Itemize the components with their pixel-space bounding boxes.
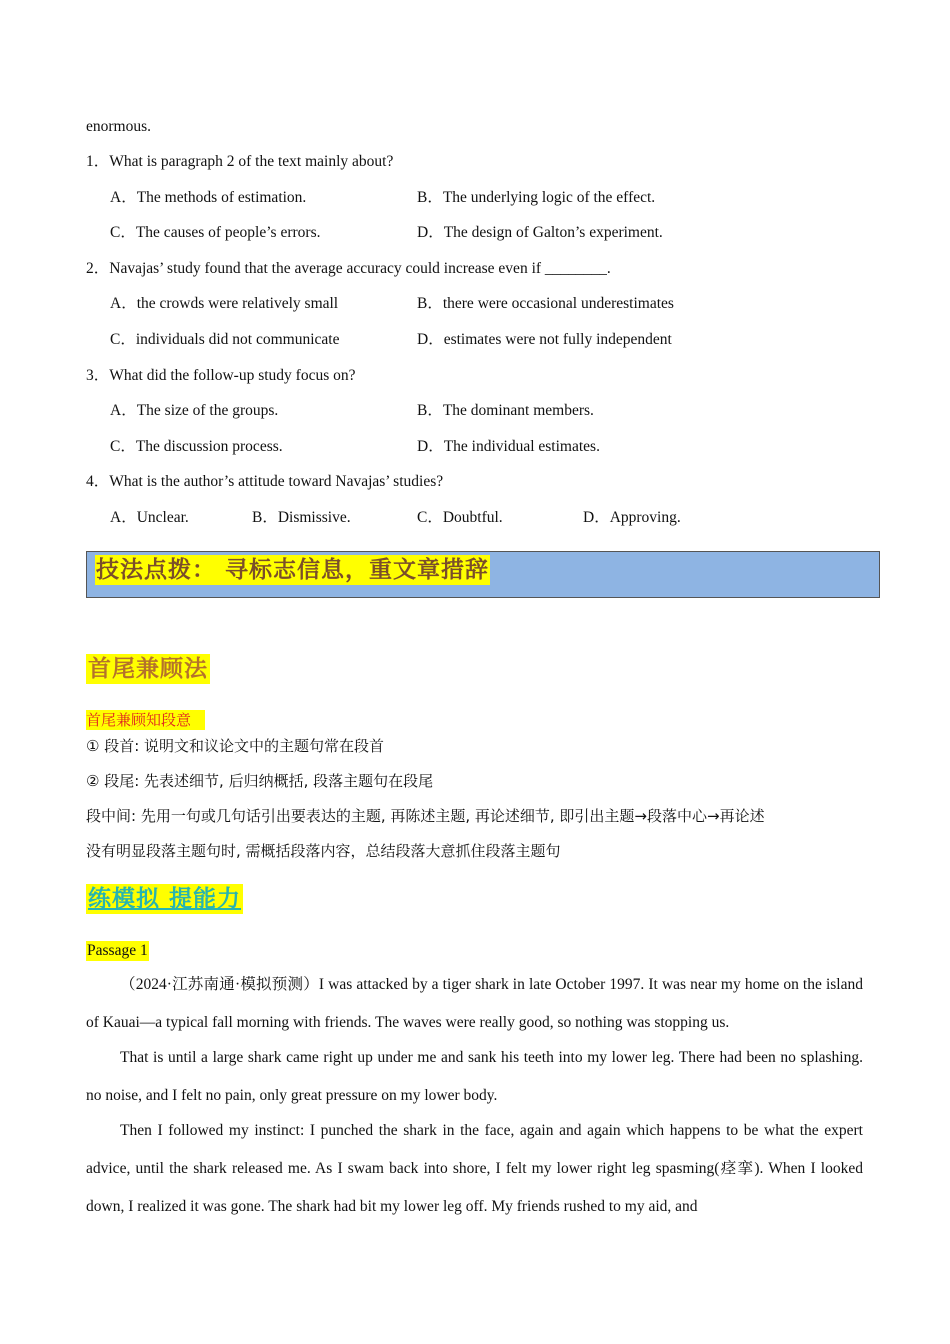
question-3-option-d: D．The individual estimates. bbox=[417, 438, 600, 455]
question-2-option-c: C．individuals did not communicate bbox=[110, 331, 340, 348]
question-2-option-b: B．there were occasional underestimates bbox=[417, 295, 674, 312]
passage-paragraph-1: （2024·江苏南通·模拟预测）I was attacked by a tiger shark in late October 1997. It was near my home on the island of Kauai—a typical fall morning with friends. The waves were really good, so nothing was stopping us. bbox=[86, 976, 863, 1031]
question-1-option-c: C．The causes of people’s errors. bbox=[110, 224, 321, 241]
question-4-stem: 4．What is the author’s attitude toward Navajas’ studies? bbox=[86, 473, 444, 490]
method-subheading: 首尾兼顾知段意 bbox=[86, 710, 205, 730]
question-2-option-d: D．estimates were not fully independent bbox=[417, 331, 672, 348]
question-3-option-a: A．The size of the groups. bbox=[110, 402, 279, 419]
question-1-option-a: A．The methods of estimation. bbox=[110, 189, 307, 206]
technique-banner-title: 技法点拨： 寻标志信息，重文章措辞 bbox=[96, 557, 490, 583]
technique-banner bbox=[86, 551, 880, 598]
question-4-option-c: C．Doubtful. bbox=[417, 509, 503, 526]
question-3-option-c: C．The discussion process. bbox=[110, 438, 283, 455]
intro-tail-text: enormous. bbox=[86, 118, 152, 135]
question-4-option-d: D．Approving. bbox=[583, 509, 681, 526]
method-point-1: ① 段首: 说明文和议论文中的主题句常在段首 bbox=[86, 737, 385, 755]
method-point-2: ② 段尾: 先表述细节, 后归纳概括, 段落主题句在段尾 bbox=[86, 772, 434, 790]
question-1-option-d: D．The design of Galton’s experiment. bbox=[417, 224, 663, 241]
question-2-stem: 2．Navajas’ study found that the average accuracy could increase even if ________. bbox=[86, 260, 611, 277]
method-point-4: 没有明显段落主题句时, 需概括段落内容，总结段落大意抓住段落主题句 bbox=[86, 842, 561, 860]
passage-paragraph-2: That is until a large shark came right up under me and sank his teeth into my lower leg. There had been no splashing. no noise, and I felt no pain, only great pressure on my lower body. bbox=[86, 1049, 863, 1104]
passage-label: Passage 1 bbox=[87, 942, 148, 959]
passage-paragraph-3: Then I followed my instinct: I punched the shark in the face, again and again which happens to be what the expert advice, until the shark released me. As I swam back into shore, I felt my lower right leg spasming(痉挛). When I looked down, I realized it was gone. The shark had bit my lower leg off. My friends rushed to my aid, and bbox=[86, 1122, 863, 1215]
question-4-option-a: A．Unclear. bbox=[110, 509, 189, 526]
question-1-option-b: B．The underlying logic of the effect. bbox=[417, 189, 656, 206]
practice-heading: 练模拟 提能力 bbox=[88, 886, 242, 912]
method-heading: 首尾兼顾法 bbox=[88, 656, 208, 682]
question-4-option-b: B．Dismissive. bbox=[252, 509, 351, 526]
question-3-option-b: B．The dominant members. bbox=[417, 402, 594, 419]
question-1-stem: 1．What is paragraph 2 of the text mainly about? bbox=[86, 153, 394, 170]
question-2-option-a: A．the crowds were relatively small bbox=[110, 295, 339, 312]
question-3-stem: 3．What did the follow-up study focus on? bbox=[86, 367, 356, 384]
method-point-3: 段中间: 先用一句或几句话引出要表达的主题, 再陈述主题, 再论述细节, 即引出主题→段落中心→再论述 bbox=[86, 807, 765, 825]
